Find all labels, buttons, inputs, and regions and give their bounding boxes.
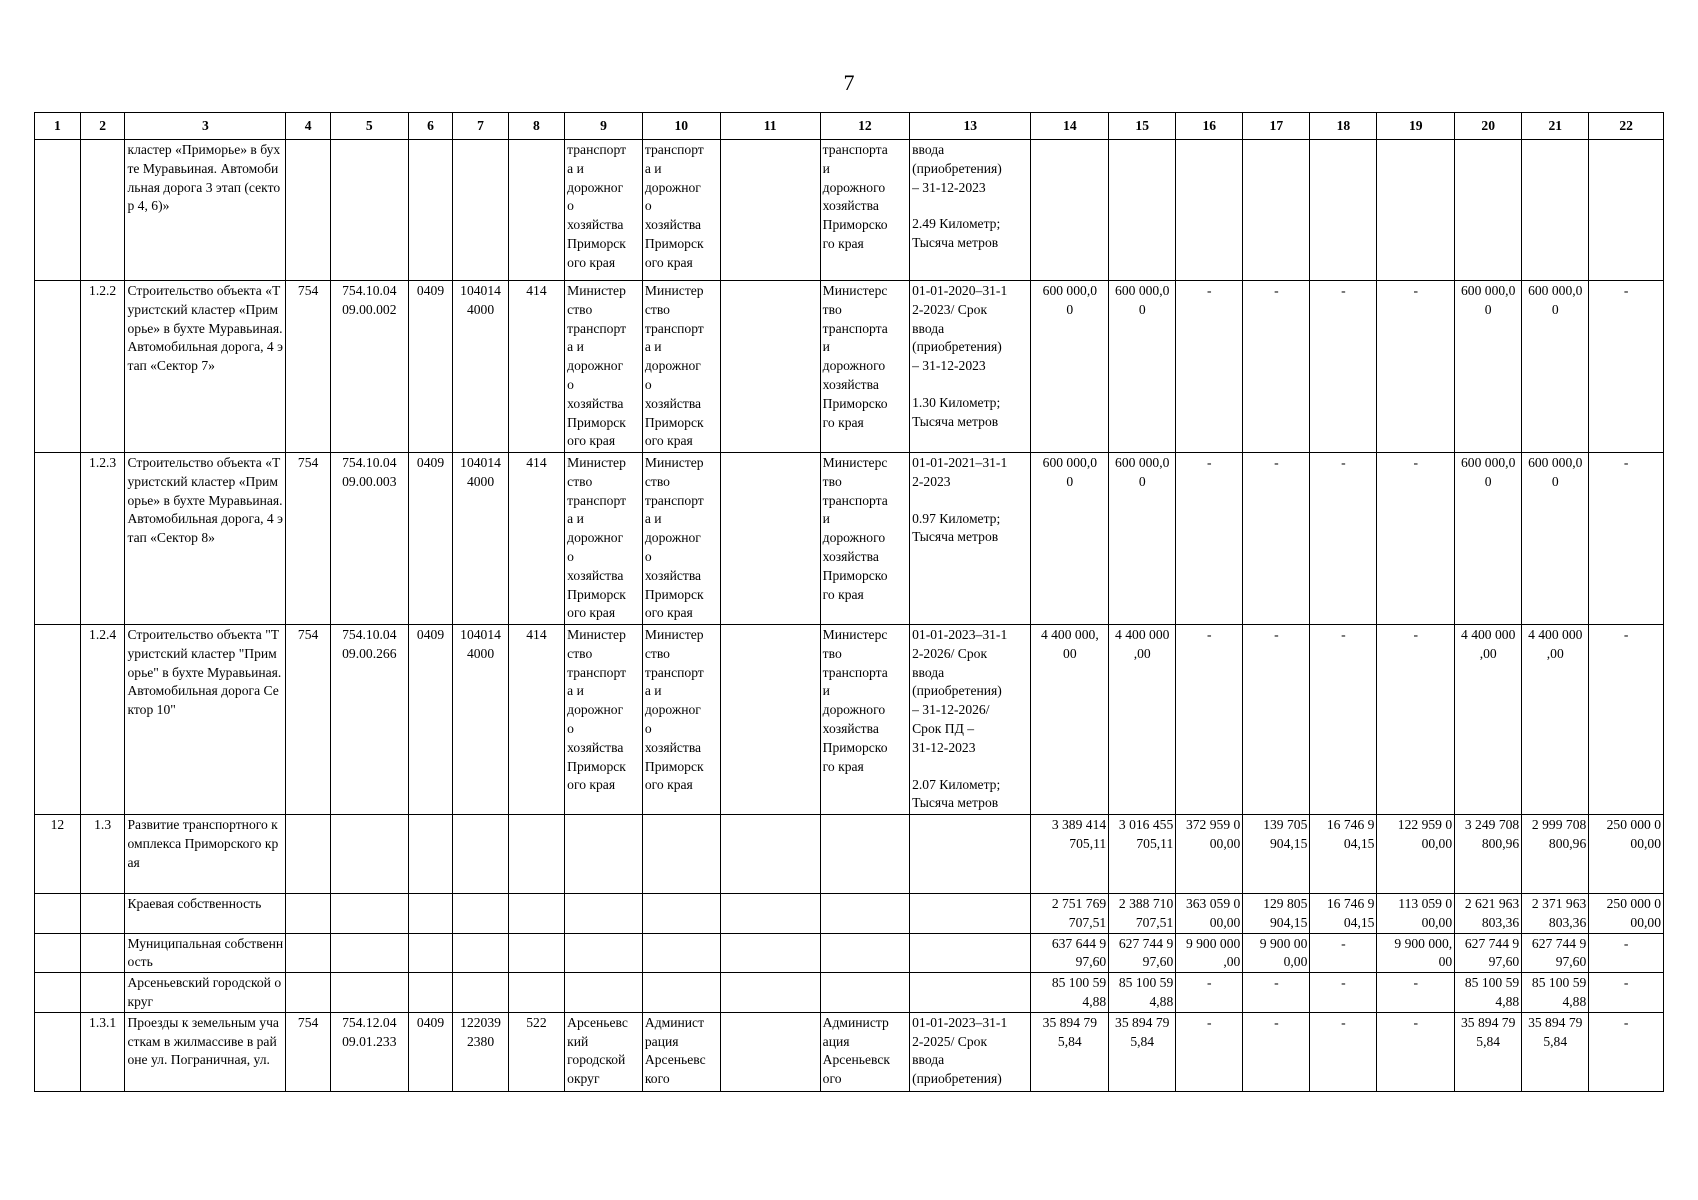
cell: 414 xyxy=(508,453,564,625)
cell xyxy=(286,140,331,281)
cell xyxy=(408,894,453,934)
cell-period xyxy=(910,453,1031,625)
table-row-subtotal xyxy=(35,933,1664,973)
col-header: 5 xyxy=(330,113,408,140)
cell xyxy=(720,815,820,894)
cell xyxy=(286,933,331,973)
cell xyxy=(910,894,1031,934)
capacity-text: 2.07 Километр; Тысяча метров xyxy=(912,776,1001,811)
cell-period xyxy=(910,625,1031,815)
cell-amount: - xyxy=(1176,453,1243,625)
cell: 0409 xyxy=(408,453,453,625)
cell xyxy=(820,973,909,1013)
cell xyxy=(720,140,820,281)
cell xyxy=(80,140,125,281)
col-header: 3 xyxy=(125,113,286,140)
capacity-text: 2.49 Километр; Тысяча метров xyxy=(912,216,1001,251)
cell-amount: 122 959 0 00,00 xyxy=(1377,815,1455,894)
cell xyxy=(286,894,331,934)
cell-amount: 600 000,0 0 xyxy=(1455,453,1522,625)
cell-amount: 250 000 0 00,00 xyxy=(1589,894,1664,934)
cell-amount: - xyxy=(1377,973,1455,1013)
col-header: 2 xyxy=(80,113,125,140)
cell xyxy=(453,815,508,894)
col-header: 7 xyxy=(453,113,508,140)
cell xyxy=(453,973,508,1013)
cell-amount: - xyxy=(1310,281,1377,453)
cell xyxy=(642,973,720,1013)
cell-description: Муниципальная собственность xyxy=(125,933,286,973)
cell xyxy=(453,140,508,281)
cell-amount: - xyxy=(1243,1012,1310,1091)
cell xyxy=(820,894,909,934)
col-header: 14 xyxy=(1031,113,1109,140)
cell xyxy=(1310,140,1377,281)
cell: 104014 4000 xyxy=(453,625,508,815)
cell-responsible: транспорта и дорожного хозяйства Приморско го края xyxy=(820,140,909,281)
cell xyxy=(1031,140,1109,281)
period-text: ввода (приобретения) – 31-12-2023 xyxy=(912,142,1002,195)
cell: 754 xyxy=(286,625,331,815)
cell xyxy=(720,933,820,973)
cell xyxy=(565,933,643,973)
period-text: 01-01-2020–31-1 2-2023/ Срок ввода (приобретения) – 31-12-2023 xyxy=(912,283,1008,374)
cell xyxy=(453,894,508,934)
cell-amount: - xyxy=(1589,1012,1664,1091)
cell: 122039 2380 xyxy=(453,1012,508,1091)
page-number: 7 xyxy=(843,70,855,95)
cell-amount: 3 016 455 705,11 xyxy=(1109,815,1176,894)
col-header: 18 xyxy=(1310,113,1377,140)
cell: 754.10.04 09.00.266 xyxy=(330,625,408,815)
cell-amount: 3 249 708 800,96 xyxy=(1455,815,1522,894)
cell-amount: 372 959 0 00,00 xyxy=(1176,815,1243,894)
col-header: 11 xyxy=(720,113,820,140)
cell xyxy=(1455,140,1522,281)
cell-amount: 627 744 9 97,60 xyxy=(1109,933,1176,973)
cell xyxy=(820,933,909,973)
col-header: 22 xyxy=(1589,113,1664,140)
cell-amount: 139 705 904,15 xyxy=(1243,815,1310,894)
cell xyxy=(330,140,408,281)
cell-description: Развитие транспортного комплекса Приморского края xyxy=(125,815,286,894)
cell-amount: 600 000,0 0 xyxy=(1522,453,1589,625)
cell-amount: 9 900 000 ,00 xyxy=(1176,933,1243,973)
cell xyxy=(330,933,408,973)
cell-amount: - xyxy=(1243,281,1310,453)
cell-amount: 600 000,0 0 xyxy=(1031,453,1109,625)
cell-amount: 85 100 59 4,88 xyxy=(1109,973,1176,1013)
cell: 0409 xyxy=(408,281,453,453)
cell: 0409 xyxy=(408,1012,453,1091)
cell-customer: транспорт а и дорожног о хозяйства Приморск ого края xyxy=(565,140,643,281)
cell-amount: - xyxy=(1589,973,1664,1013)
cell-period: 01-01-2023–31-1 2-2025/ Срок ввода (приобретения) xyxy=(910,1012,1031,1091)
cell-amount: 363 059 0 00,00 xyxy=(1176,894,1243,934)
cell-amount: - xyxy=(1176,973,1243,1013)
cell-amount: - xyxy=(1310,453,1377,625)
cell xyxy=(720,1012,820,1091)
cell-amount: - xyxy=(1310,1012,1377,1091)
cell-amount: - xyxy=(1176,281,1243,453)
cell xyxy=(720,973,820,1013)
cell-description: Строительство объекта «Туристский кластер «Приморье» в бухте Муравьиная. Автомобильная дорога, 4 этап «Сектор 7» xyxy=(125,281,286,453)
cell xyxy=(1522,140,1589,281)
cell: 754 xyxy=(286,453,331,625)
cell-amount: - xyxy=(1589,625,1664,815)
cell-amount: 4 400 000 ,00 xyxy=(1109,625,1176,815)
cell-description: Строительство объекта "Туристский кластер "Приморье" в бухте Муравьиная. Автомобильная дорога Сектор 10" xyxy=(125,625,286,815)
table-row xyxy=(35,453,1664,625)
cell-amount: 627 744 9 97,60 xyxy=(1522,933,1589,973)
cell-amount: 16 746 9 04,15 xyxy=(1310,894,1377,934)
cell xyxy=(330,973,408,1013)
cell xyxy=(80,894,125,934)
cell-amount: 3 389 414 705,11 xyxy=(1031,815,1109,894)
cell xyxy=(330,894,408,934)
header-row xyxy=(35,113,1664,140)
cell-amount: - xyxy=(1310,973,1377,1013)
cell xyxy=(1176,140,1243,281)
cell-code: 1.2.4 xyxy=(80,625,125,815)
cell-amount: 35 894 79 5,84 xyxy=(1031,1012,1109,1091)
cell-description: Арсеньевский городской округ xyxy=(125,973,286,1013)
cell-amount: 85 100 59 4,88 xyxy=(1031,973,1109,1013)
cell-description: кластер «Приморье» в бухте Муравьиная. Автомобильная дорога 3 этап (сектор 4, 6)» xyxy=(125,140,286,281)
cell xyxy=(1109,140,1176,281)
col-header: 17 xyxy=(1243,113,1310,140)
col-header: 10 xyxy=(642,113,720,140)
cell: 754.10.04 09.00.002 xyxy=(330,281,408,453)
cell xyxy=(508,140,564,281)
cell-amount: - xyxy=(1589,281,1664,453)
col-header: 6 xyxy=(408,113,453,140)
cell xyxy=(35,1012,81,1091)
cell xyxy=(910,933,1031,973)
cell xyxy=(720,281,820,453)
cell: 414 xyxy=(508,281,564,453)
cell xyxy=(642,894,720,934)
cell xyxy=(1243,140,1310,281)
cell: 104014 4000 xyxy=(453,453,508,625)
table-row-subtotal xyxy=(35,894,1664,934)
cell-description: Краевая собственность xyxy=(125,894,286,934)
cell-amount: 35 894 79 5,84 xyxy=(1109,1012,1176,1091)
period-text: 01-01-2021–31-1 2-2023 xyxy=(912,455,1008,489)
col-header: 16 xyxy=(1176,113,1243,140)
cell xyxy=(35,973,81,1013)
cell-responsible: Администр ация Арсеньевск ого xyxy=(820,1012,909,1091)
cell xyxy=(508,815,564,894)
cell-amount: 129 805 904,15 xyxy=(1243,894,1310,934)
cell-amount: - xyxy=(1176,1012,1243,1091)
cell: 754 xyxy=(286,281,331,453)
cell-customer: Министер ство транспорт а и дорожног о хозяйства Приморск ого края xyxy=(565,281,643,453)
cell-amount: 2 621 963 803,36 xyxy=(1455,894,1522,934)
cell xyxy=(720,625,820,815)
col-header: 13 xyxy=(910,113,1031,140)
cell xyxy=(565,973,643,1013)
table-row-subtotal xyxy=(35,973,1664,1013)
cell-amount: 4 400 000 ,00 xyxy=(1522,625,1589,815)
cell-code: 1.2.2 xyxy=(80,281,125,453)
cell xyxy=(508,933,564,973)
cell xyxy=(642,815,720,894)
cell: 104014 4000 xyxy=(453,281,508,453)
cell-amount: 600 000,0 0 xyxy=(1031,281,1109,453)
cell-code: 1.3 xyxy=(80,815,125,894)
budget-table xyxy=(34,112,1664,1092)
cell: 414 xyxy=(508,625,564,815)
cell-description: Проезды к земельным участкам в жилмассиве в районе ул. Пограничная, ул. xyxy=(125,1012,286,1091)
cell-amount: - xyxy=(1243,973,1310,1013)
cell xyxy=(35,281,81,453)
cell: 0409 xyxy=(408,625,453,815)
cell-code: 1.2.3 xyxy=(80,453,125,625)
cell-customer: Министер ство транспорт а и дорожног о хозяйства Приморск ого края xyxy=(565,625,643,815)
cell-amount: 85 100 59 4,88 xyxy=(1522,973,1589,1013)
cell xyxy=(910,973,1031,1013)
cell-description: Строительство объекта «Туристский кластер «Приморье» в бухте Муравьиная. Автомобильная дорога, 4 этап «Сектор 8» xyxy=(125,453,286,625)
cell-responsible: Министерс тво транспорта и дорожного хозяйства Приморско го края xyxy=(820,625,909,815)
col-header: 20 xyxy=(1455,113,1522,140)
cell-recipient: Министер ство транспорт а и дорожног о хозяйства Приморск ого края xyxy=(642,625,720,815)
cell: 754.10.04 09.00.003 xyxy=(330,453,408,625)
cell-amount: - xyxy=(1589,453,1664,625)
cell xyxy=(35,625,81,815)
cell-amount: - xyxy=(1377,625,1455,815)
cell xyxy=(1589,140,1664,281)
cell-amount: 16 746 9 04,15 xyxy=(1310,815,1377,894)
col-header: 4 xyxy=(286,113,331,140)
table-row xyxy=(35,140,1664,281)
col-header: 12 xyxy=(820,113,909,140)
table-row xyxy=(35,625,1664,815)
cell-amount: - xyxy=(1589,933,1664,973)
cell-amount: 600 000,0 0 xyxy=(1109,281,1176,453)
cell xyxy=(80,933,125,973)
cell-customer: Министер ство транспорт а и дорожног о хозяйства Приморск ого края xyxy=(565,453,643,625)
cell-recipient: Министер ство транспорт а и дорожног о хозяйства Приморск ого края xyxy=(642,453,720,625)
cell-amount: 2 999 708 800,96 xyxy=(1522,815,1589,894)
cell-index: 12 xyxy=(35,815,81,894)
cell-amount: - xyxy=(1377,453,1455,625)
cell-recipient: транспорт а и дорожног о хозяйства Приморск ого края xyxy=(642,140,720,281)
cell-amount: 9 900 00 0,00 xyxy=(1243,933,1310,973)
cell-amount: 600 000,0 0 xyxy=(1522,281,1589,453)
cell-amount: - xyxy=(1310,933,1377,973)
cell xyxy=(565,894,643,934)
cell xyxy=(910,815,1031,894)
capacity-text: 1.30 Километр; Тысяча метров xyxy=(912,394,1001,429)
capacity-text: 0.97 Километр; Тысяча метров xyxy=(912,510,1001,545)
cell xyxy=(720,453,820,625)
cell xyxy=(642,933,720,973)
cell-amount: 9 900 000, 00 xyxy=(1377,933,1455,973)
cell-code: 1.3.1 xyxy=(80,1012,125,1091)
col-header: 15 xyxy=(1109,113,1176,140)
cell-amount: 4 400 000, 00 xyxy=(1031,625,1109,815)
cell-amount: 600 000,0 0 xyxy=(1109,453,1176,625)
cell xyxy=(408,973,453,1013)
cell-amount: - xyxy=(1176,625,1243,815)
cell-amount: - xyxy=(1377,281,1455,453)
cell: 522 xyxy=(508,1012,564,1091)
cell xyxy=(35,453,81,625)
col-header: 9 xyxy=(565,113,643,140)
table-row xyxy=(35,1012,1664,1091)
cell xyxy=(80,973,125,1013)
cell-amount: 2 751 769 707,51 xyxy=(1031,894,1109,934)
cell xyxy=(508,973,564,1013)
cell-amount: 4 400 000 ,00 xyxy=(1455,625,1522,815)
cell-responsible: Министерс тво транспорта и дорожного хозяйства Приморско го края xyxy=(820,453,909,625)
cell xyxy=(453,933,508,973)
cell-recipient: Министер ство транспорт а и дорожног о хозяйства Приморск ого края xyxy=(642,281,720,453)
cell-responsible: Министерс тво транспорта и дорожного хозяйства Приморско го края xyxy=(820,281,909,453)
cell-amount: 113 059 0 00,00 xyxy=(1377,894,1455,934)
cell-customer: Арсеньевс кий городской округ xyxy=(565,1012,643,1091)
table-row-group xyxy=(35,815,1664,894)
cell xyxy=(408,933,453,973)
cell-amount: 35 894 79 5,84 xyxy=(1455,1012,1522,1091)
period-text: 01-01-2023–31-1 2-2026/ Срок ввода (приобретения) – 31-12-2026/ Срок ПД – 31-12-2023 xyxy=(912,627,1008,755)
cell-amount: - xyxy=(1243,453,1310,625)
cell xyxy=(820,815,909,894)
cell-amount: 85 100 59 4,88 xyxy=(1455,973,1522,1013)
cell-amount: 2 388 710 707,51 xyxy=(1109,894,1176,934)
cell-amount: - xyxy=(1310,625,1377,815)
cell-amount: 250 000 0 00,00 xyxy=(1589,815,1664,894)
cell xyxy=(508,894,564,934)
cell-amount: 637 644 9 97,60 xyxy=(1031,933,1109,973)
cell-amount: 600 000,0 0 xyxy=(1455,281,1522,453)
col-header: 19 xyxy=(1377,113,1455,140)
cell-amount: 35 894 79 5,84 xyxy=(1522,1012,1589,1091)
cell xyxy=(1377,140,1455,281)
cell xyxy=(35,933,81,973)
cell: 754 xyxy=(286,1012,331,1091)
cell xyxy=(408,140,453,281)
cell xyxy=(286,973,331,1013)
cell-amount: - xyxy=(1243,625,1310,815)
cell xyxy=(35,140,81,281)
cell xyxy=(720,894,820,934)
col-header: 21 xyxy=(1522,113,1589,140)
col-header: 1 xyxy=(35,113,81,140)
cell xyxy=(408,815,453,894)
cell-period xyxy=(910,140,1031,281)
cell xyxy=(35,894,81,934)
cell-period xyxy=(910,281,1031,453)
cell-amount: 2 371 963 803,36 xyxy=(1522,894,1589,934)
table-row xyxy=(35,281,1664,453)
col-header: 8 xyxy=(508,113,564,140)
cell: 754.12.04 09.01.233 xyxy=(330,1012,408,1091)
cell xyxy=(565,815,643,894)
cell-recipient: Админист рация Арсеньевс кого xyxy=(642,1012,720,1091)
cell xyxy=(330,815,408,894)
cell xyxy=(286,815,331,894)
cell-amount: 627 744 9 97,60 xyxy=(1455,933,1522,973)
cell-amount: - xyxy=(1377,1012,1455,1091)
